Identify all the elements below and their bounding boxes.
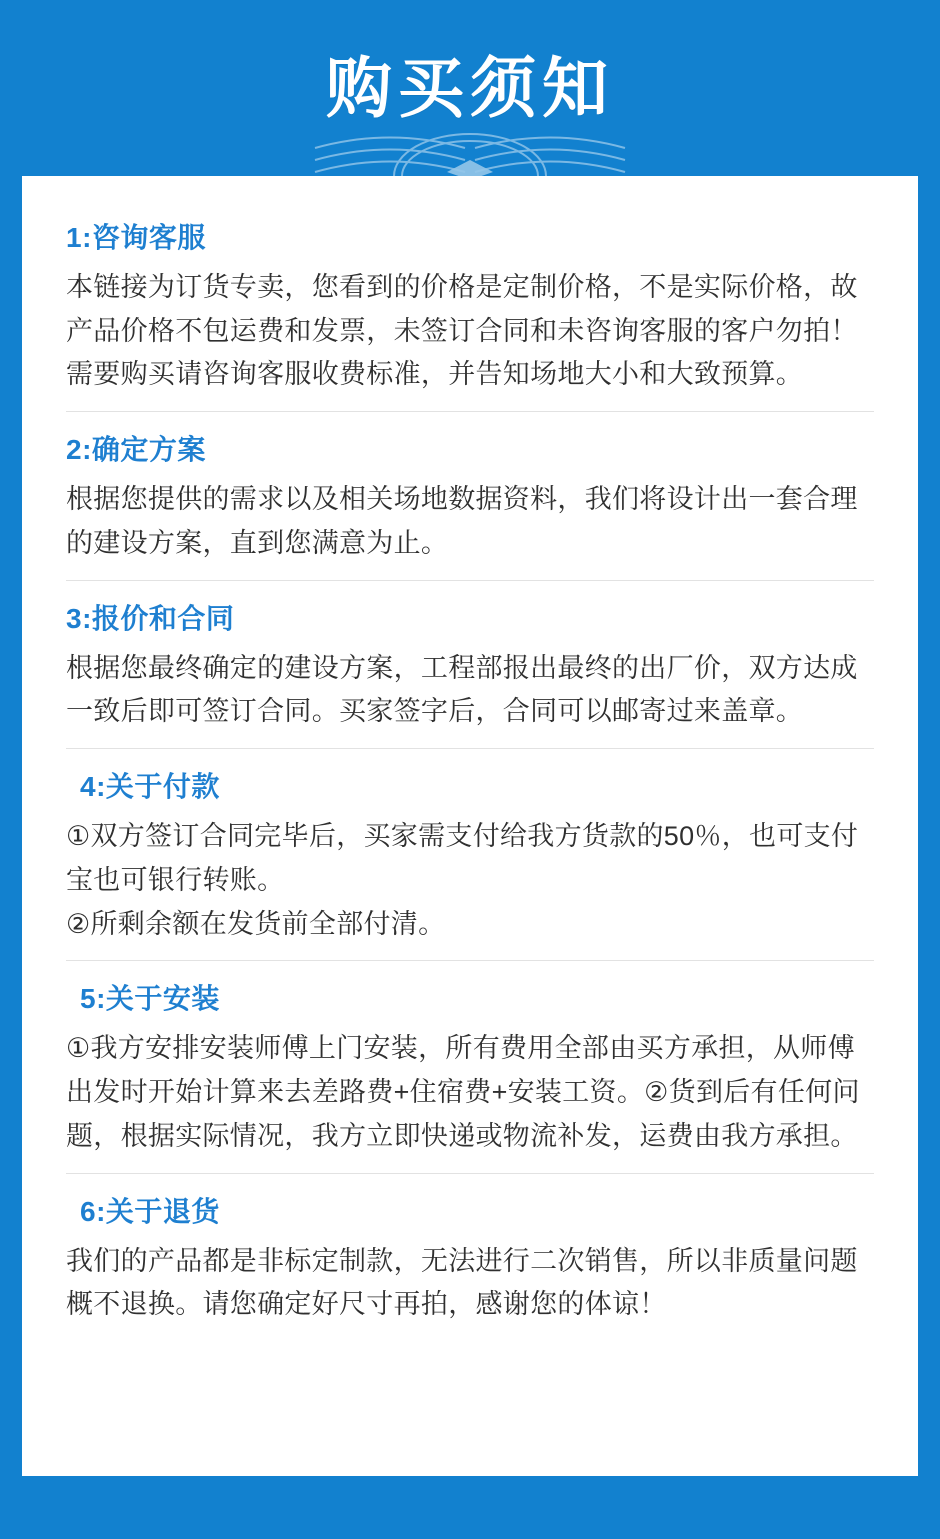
section-body	[66, 1027, 874, 1158]
section-line: 本链接为订货专卖，您看到的价格是定制价格，不是实际价格，故产品价格不包运费和发票，未签订合同和未咨询客服的客户勿拍！需要购买请咨询客服收费标准，并告知场地大小和大致预算。	[66, 272, 858, 390]
notice-section-6	[66, 1173, 874, 1341]
section-heading: 5:关于安装	[80, 983, 220, 1015]
section-heading: 1:咨询客服	[66, 222, 206, 253]
notice-section-2	[66, 411, 874, 579]
section-heading: 6:关于退货	[80, 1195, 220, 1227]
notice-section-4	[66, 748, 874, 960]
notice-section-5	[66, 960, 874, 1172]
section-line: ①双方签订合同完毕后，买家需支付给我方货款的50％，也可支付宝也可银行转账。	[66, 821, 859, 895]
section-heading: 2:确定方案	[66, 434, 206, 466]
section-body	[66, 1240, 874, 1327]
notice-card	[22, 176, 918, 1476]
notice-section-1	[66, 200, 874, 411]
section-body	[66, 815, 874, 946]
section-line: 根据您最终确定的建设方案，工程部报出最终的出厂价，双方达成一致后即可签订合同。买家签字后，合同可以邮寄过来盖章。	[66, 652, 858, 727]
section-body	[66, 478, 874, 565]
notice-section-3	[66, 580, 874, 748]
section-body	[66, 647, 874, 734]
section-heading: 4:关于付款	[80, 771, 220, 803]
section-line: ①我方安排安装师傅上门安装，所有费用全部由买方承担，从师傅出发时开始计算来去差路费+住宿费+安装工资。②货到后有任何问题，根据实际情况，我方立即快递或物流补发，运费由我方承担。	[66, 1033, 860, 1151]
section-line: 我们的产品都是非标定制款，无法进行二次销售，所以非质量问题概不退换。请您确定好尺寸再拍，感谢您的体谅！	[66, 1245, 858, 1320]
section-heading: 3:报价和合同	[66, 602, 235, 634]
page-title: 购买须知	[326, 51, 614, 125]
section-line: ②所剩余额在发货前全部付清。	[66, 908, 446, 939]
section-body	[66, 266, 874, 397]
section-line: 根据您提供的需求以及相关场地数据资料，我们将设计出一套合理的建设方案，直到您满意为止。	[66, 484, 858, 558]
